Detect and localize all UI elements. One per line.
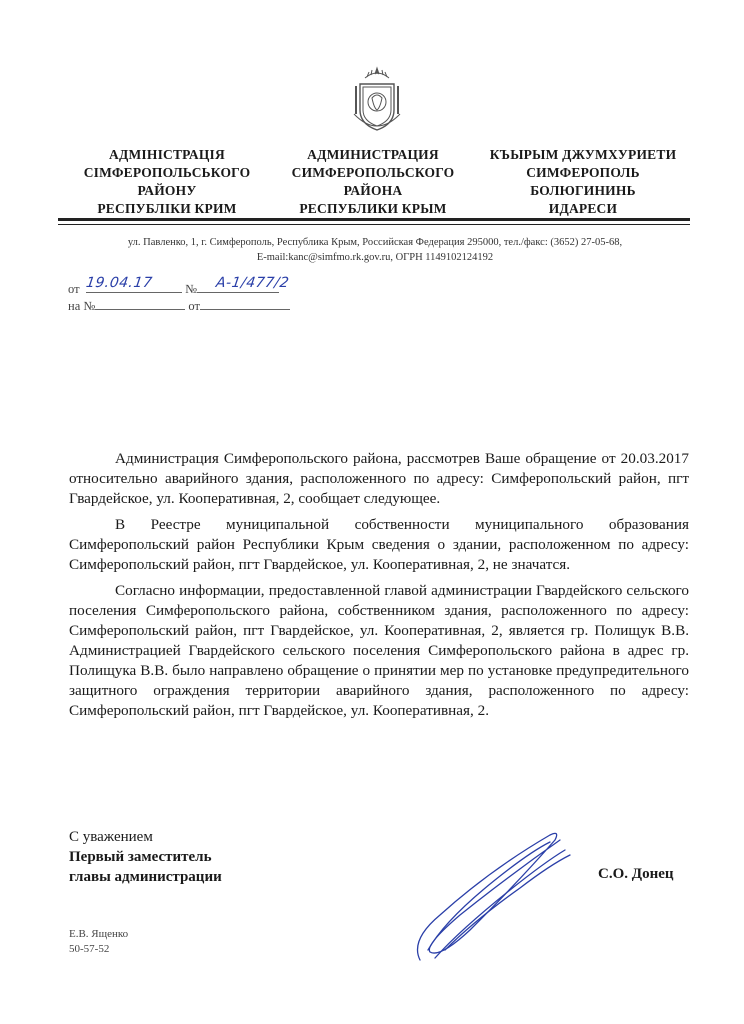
signer-position-line2: главы администрации [69,869,222,885]
header-ukrainian-line: РАЙОНУ [137,183,197,198]
executor-phone: 50-57-52 [69,943,110,955]
from-label: от [68,282,80,296]
contact-email-line: E-mail:kanc@simfmo.rk.gov.ru, ОГРН 1149102124192 [256,252,494,263]
header-ukrainian-line: АДМІНІСТРАЦІЯ [109,147,225,162]
body-paragraph: Согласно информации, предоставленной главой администрации Гвардейского сельского поселения Симферопольского района, собственником здания, расположенного по адресу: Симферопольский район, пгт Гвардейское, ул. Кооперативная, 2, является гр. Полищук В.В. Администрацией Гвардейского сельского поселения Симферопольского района в адрес гр. Полищука В.В. было направлено обращение о принятии мер по установке предупредительного защитного ограждения территории аварийного здания, расположенного по адресу: Симферопольский район, пгт Гвардейское, ул. Кооперативная, 2. [69,582,689,719]
body-paragraph: В Реестре муниципальной собственности муниципального образования Симферопольский район Республики Крым сведения о здании, расположенном по адресу: Симферопольский район, пгт Гвардейское, ул. Кооперативная, 2, не значатся. [69,516,689,573]
reply-reference-line [68,297,290,314]
header-ukrainian-line: РЕСПУБЛІКИ КРИМ [97,201,237,216]
header-ukrainian-line: СІМФЕРОПОЛЬСЬКОГО [83,165,251,180]
number-label: № [185,282,198,296]
reply-date-blank [200,297,290,310]
executor-name: Е.В. Ященко [69,928,129,940]
reply-number-blank [95,297,185,310]
header-crimean-tatar-line: СИМФЕРОПОЛЬ [526,165,640,180]
header-russian-line: АДМИНИСТРАЦИЯ [307,147,439,162]
reply-number-label: на № [68,299,96,313]
handwritten-signature [400,820,600,970]
header-russian [268,146,478,218]
crimea-coat-of-arms-icon [352,64,402,134]
signer-name: С.О. Донец [598,866,674,882]
signer-position-line1: Первый заместитель [69,849,212,865]
header-crimean-tatar [470,146,696,218]
executor-info [69,927,128,957]
header-divider-thin [58,224,690,225]
contact-address-line: ул. Павленко, 1, г. Симферополь, Республика Крым, Российская Федерация 295000, тел./факс: (3652) 27-05-68, [127,237,623,248]
header-russian-line: РЕСПУБЛИКИ КРЫМ [299,201,447,216]
header-crimean-tatar-line: ИДАРЕСИ [548,201,618,216]
regards-text: С уважением [69,829,153,845]
handwritten-date: 19.04.17 [84,275,154,291]
header-russian-line: СИМФЕРОПОЛЬСКОГО [291,165,455,180]
reply-from-label: от [188,299,200,313]
handwritten-number: А-1/477/2 [214,275,291,291]
header-ukrainian [62,146,272,218]
closing-block [69,827,222,887]
header-divider-thick [58,218,690,221]
header-crimean-tatar-line: КЪЫРЫМ ДЖУМХУРИЕТИ [489,147,677,162]
letter-body [69,449,689,727]
body-paragraph: Администрация Симферопольского района, рассмотрев Ваше обращение от 20.03.2017 относительно аварийного здания, расположенного по адресу: Симферопольский район, пгт Гвардейское, ул. Кооперативная, 2, сообщает следующее. [69,450,689,507]
header-crimean-tatar-line: БОЛЮГИНИНЬ [530,183,636,198]
header-russian-line: РАЙОНА [343,183,403,198]
contact-details [60,235,690,265]
